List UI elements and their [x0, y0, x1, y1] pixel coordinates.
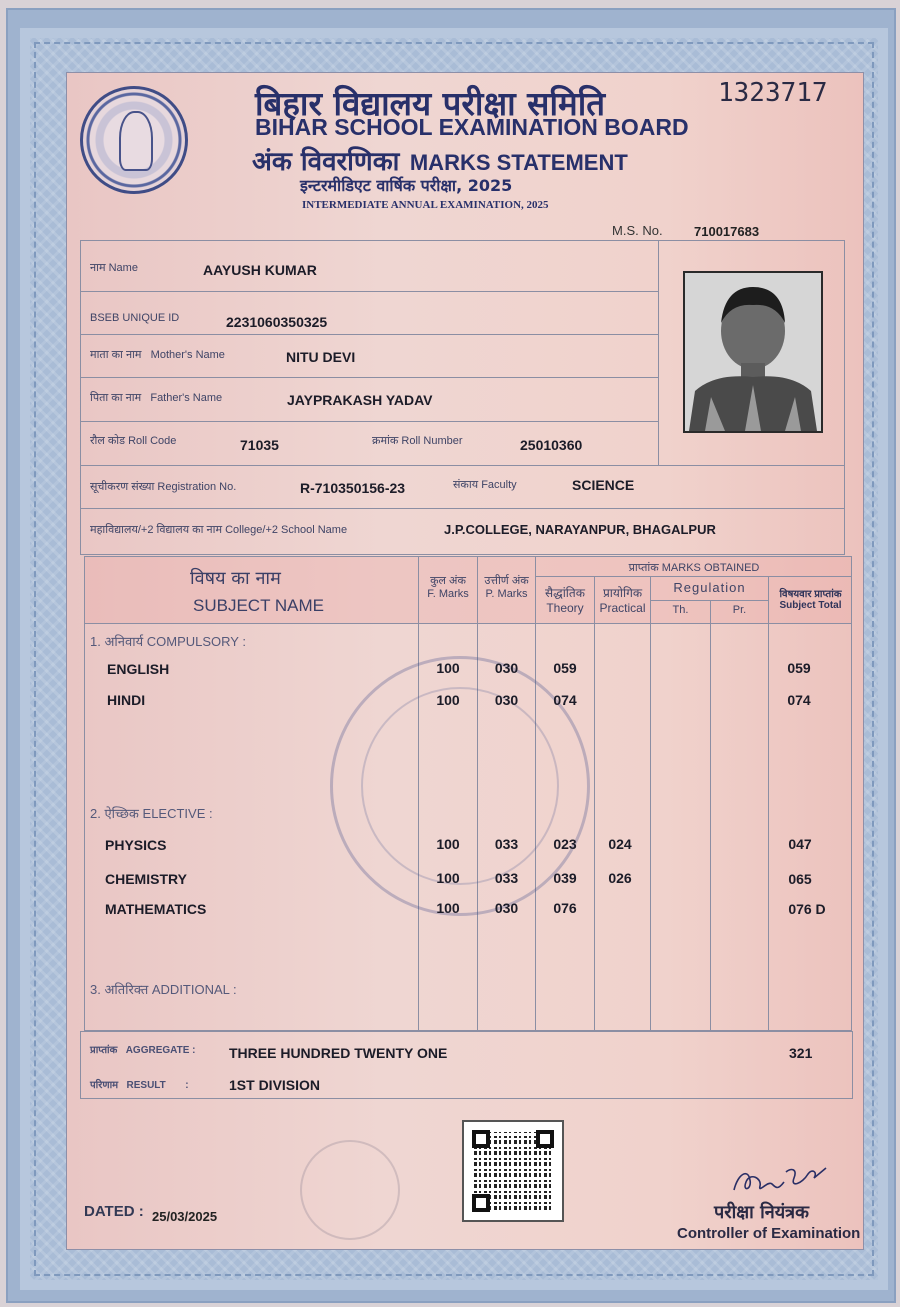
- statement-title-hindi: अंक विवरणिका: [252, 147, 400, 177]
- full-marks: 100: [436, 692, 460, 708]
- pass-marks: 030: [494, 900, 519, 916]
- regulation-theory-header: Th.: [672, 604, 689, 616]
- regulation-practical-header: Pr.: [732, 604, 747, 616]
- controller-title-english: Controller of Examination: [677, 1225, 861, 1242]
- father-name: JAYPRAKASH YADAV: [287, 392, 433, 408]
- subject-header-english: SUBJECT NAME: [193, 596, 324, 615]
- student-photo: [683, 271, 823, 433]
- subject-name: HINDI: [107, 692, 146, 708]
- unique-id: 2231060350325: [226, 314, 328, 330]
- subject-name: MATHEMATICS: [105, 901, 207, 917]
- divider: [80, 465, 845, 466]
- subject-header-hindi: विषय का नाम: [190, 568, 281, 589]
- aggregate-in-words: THREE HUNDRED TWENTY ONE: [229, 1045, 448, 1061]
- statement-title-english: MARKS STATEMENT: [409, 150, 628, 175]
- subject-total: 076 D: [788, 901, 826, 917]
- serial-number: 1323717: [718, 78, 828, 108]
- roll-code: 71035: [240, 437, 279, 453]
- regulation-header: Regulation: [673, 580, 746, 595]
- divider: [80, 508, 845, 509]
- divider: [80, 334, 658, 335]
- board-name-english: BIHAR SCHOOL EXAMINATION BOARD: [255, 114, 689, 140]
- theory-marks: 074: [553, 692, 577, 708]
- subject-name: PHYSICS: [105, 837, 167, 853]
- pass-marks-header: उत्तीर्ण अंक P. Marks: [484, 575, 529, 600]
- pass-marks: 033: [494, 870, 519, 886]
- faint-emblem: [300, 1140, 400, 1240]
- theory-marks: 076: [553, 900, 577, 916]
- full-marks: 100: [436, 660, 460, 676]
- aggregate-total: 321: [789, 1045, 813, 1061]
- marks-obtained-header: प्राप्तांक MARKS OBTAINED: [628, 562, 760, 574]
- uid-label: BSEB UNIQUE ID: [90, 312, 180, 324]
- divider: [80, 291, 658, 292]
- summary-box: [80, 1031, 853, 1099]
- qr-finder: [536, 1130, 554, 1148]
- statement-title: [252, 142, 628, 178]
- subject-name: ENGLISH: [107, 661, 170, 677]
- full-marks-header: कुल अंक F. Marks: [427, 575, 469, 600]
- divider: [80, 421, 658, 422]
- ms-number: 710017683: [694, 224, 760, 239]
- seal-figure-icon: [119, 111, 153, 171]
- controller-title-hindi: परीक्षा नियंत्रक: [714, 1202, 809, 1223]
- pass-marks: 030: [494, 660, 519, 676]
- qr-finder: [472, 1130, 490, 1148]
- divider: [710, 600, 711, 1031]
- divider: [658, 240, 659, 465]
- theory-header: सैद्धांतिक Theory: [545, 586, 585, 615]
- subject-total: 065: [788, 871, 812, 887]
- pass-marks: 033: [494, 836, 519, 852]
- roll-code-label: रौल कोड Roll Code: [90, 435, 177, 447]
- result-value: 1ST DIVISION: [229, 1077, 321, 1093]
- name-label: नाम Name: [90, 262, 138, 274]
- subject-total: 059: [787, 660, 811, 676]
- registration-label: सूचीकरण संख्या Registration No.: [90, 481, 237, 493]
- faculty: SCIENCE: [572, 477, 635, 493]
- qr-finder: [472, 1194, 490, 1212]
- college-label: महाविद्यालय/+2 विद्यालय का नाम College/+2 School Name: [90, 524, 348, 536]
- father-name-label: पिता का नाम Father's Name: [90, 392, 223, 404]
- theory-marks: 039: [553, 870, 577, 886]
- issue-date: 25/03/2025: [152, 1209, 218, 1224]
- divider: [84, 623, 852, 624]
- registration-number: R-710350156-23: [300, 480, 406, 496]
- result-label: परिणाम RESULT :: [90, 1080, 189, 1091]
- subject-total-header: विषयवार प्राप्तांक Subject Total: [779, 589, 842, 611]
- controller-signature: [728, 1160, 832, 1200]
- faculty-label: संकाय Faculty: [453, 479, 517, 491]
- board-name-hindi: बिहार विद्यालय परीक्षा समिति: [255, 84, 606, 123]
- full-marks: 100: [436, 900, 460, 916]
- full-marks: 100: [436, 836, 460, 852]
- full-marks: 100: [436, 870, 460, 886]
- theory-marks: 059: [553, 660, 577, 676]
- section-elective: 2. ऐच्छिक ELECTIVE :: [90, 806, 213, 821]
- divider: [650, 576, 651, 1031]
- college-name: J.P.COLLEGE, NARAYANPUR, BHAGALPUR: [444, 522, 716, 537]
- pass-marks: 030: [494, 692, 519, 708]
- section-additional: 3. अतिरिक्त ADDITIONAL :: [90, 982, 237, 997]
- subject-total: 047: [788, 836, 812, 852]
- mother-name: NITU DEVI: [286, 349, 356, 365]
- dated-label: DATED :: [84, 1203, 144, 1220]
- divider: [80, 377, 658, 378]
- board-seal-logo: [80, 86, 188, 194]
- practical-marks: 024: [608, 836, 632, 852]
- ms-number-label: M.S. No.: [612, 223, 663, 238]
- mother-name-label: माता का नाम Mother's Name: [90, 349, 225, 361]
- practical-header: प्रायोगिक Practical: [599, 586, 646, 615]
- subject-name: CHEMISTRY: [105, 871, 187, 887]
- section-compulsory: 1. अनिवार्य COMPULSORY :: [90, 634, 246, 649]
- divider: [594, 576, 595, 1031]
- subject-total: 074: [787, 692, 811, 708]
- roll-number: 25010360: [520, 437, 583, 453]
- exam-title-english: INTERMEDIATE ANNUAL EXAMINATION, 2025: [302, 199, 549, 211]
- exam-title-hindi: इन्टरमीडिएट वार्षिक परीक्षा, 2025: [300, 176, 513, 195]
- divider: [535, 576, 852, 577]
- practical-marks: 026: [608, 870, 632, 886]
- divider: [650, 600, 768, 601]
- theory-marks: 023: [553, 836, 577, 852]
- divider: [768, 576, 769, 1031]
- student-name: AAYUSH KUMAR: [203, 262, 317, 278]
- student-photo-image: [685, 273, 821, 431]
- aggregate-label: प्राप्तांक AGGREGATE :: [90, 1045, 196, 1056]
- qr-code: [462, 1120, 564, 1222]
- roll-number-label: क्रमांक Roll Number: [372, 435, 463, 447]
